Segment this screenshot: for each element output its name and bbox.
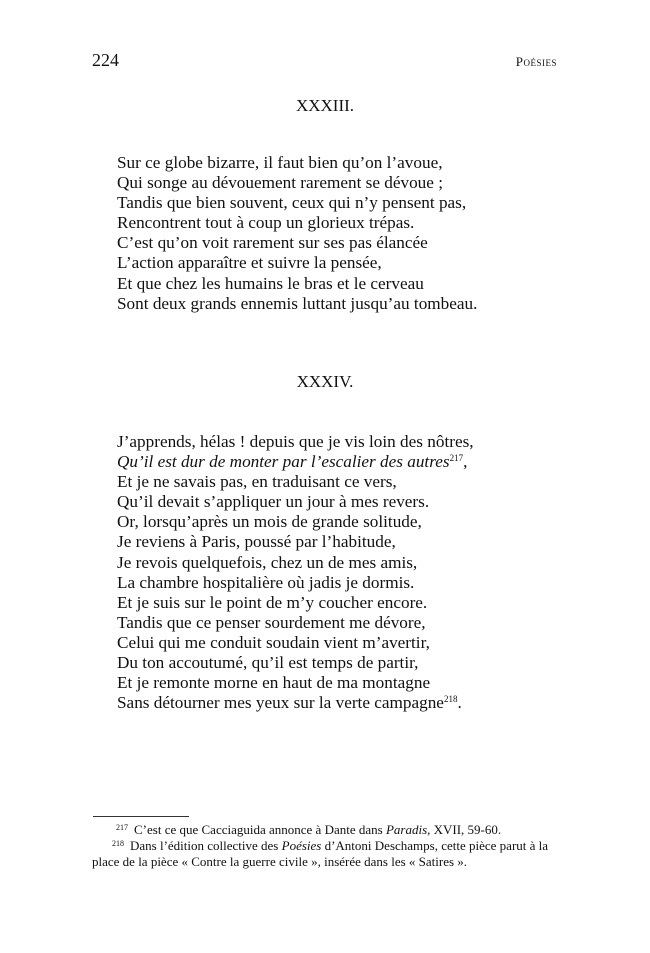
poem-line-text: Je reviens à Paris, poussé par l’habitude, bbox=[117, 532, 396, 552]
footnote bbox=[92, 822, 562, 838]
poem-line bbox=[117, 452, 474, 472]
poem-line-text: Et je remonte morne en haut de ma montagne bbox=[117, 673, 431, 693]
poem-line bbox=[117, 633, 474, 653]
footnote bbox=[92, 838, 562, 870]
poem-line bbox=[117, 532, 474, 552]
poem-line-text: La chambre hospitalière où jadis je dormis. bbox=[117, 572, 415, 592]
poem-stanza bbox=[117, 153, 477, 314]
poem-line bbox=[117, 173, 477, 193]
poem-line bbox=[117, 233, 477, 253]
poem-line bbox=[117, 492, 474, 512]
poem-line bbox=[117, 274, 477, 294]
running-head: Poésies bbox=[515, 54, 557, 69]
poem-stanza bbox=[117, 432, 474, 713]
footnote-text: d’Antoni Deschamps, cette pièce parut à la place de la pièce « Contre la guerre civile », insérée dans les « Satires ». bbox=[92, 838, 549, 870]
page-number: 224 bbox=[92, 50, 119, 70]
footnote-number: 217 bbox=[116, 823, 128, 832]
poem-line bbox=[117, 613, 474, 633]
poem-line-text: Qu’il devait s’appliquer un jour à mes revers. bbox=[117, 492, 430, 512]
footnote-text: C’est ce que Cacciaguida annonce à Dante dans bbox=[134, 822, 386, 837]
footnote-number: 218 bbox=[112, 839, 124, 849]
poem-line-text: Sans détourner mes yeux sur la verte campagne bbox=[117, 693, 444, 713]
poem-title: XXXIV. bbox=[296, 372, 354, 391]
footnote-marker: 218 bbox=[443, 694, 458, 705]
poem-title: XXXIII. bbox=[295, 96, 355, 115]
poem-line-text: Et je suis sur le point de m’y coucher encore. bbox=[117, 592, 428, 612]
poem-line bbox=[117, 673, 474, 693]
footnote-text: Paradis bbox=[385, 822, 428, 837]
poem-line bbox=[117, 213, 477, 233]
poem-line-text: Tandis que bien souvent, ceux qui n’y pensent pas, bbox=[117, 193, 467, 213]
poem-line-text: Tandis que ce penser sourdement me dévore, bbox=[117, 612, 426, 632]
poem-line-text: C’est qu’on voit rarement sur ses pas élancée bbox=[117, 233, 428, 253]
poem-line-text: J’apprends, hélas ! depuis que je vis loin des nôtres, bbox=[117, 432, 474, 451]
poem-line-text: Du ton accoutumé, qu’il est temps de partir, bbox=[117, 653, 419, 673]
poem-line bbox=[117, 253, 477, 273]
poem-line-text: Celui qui me conduit soudain vient m’avertir, bbox=[117, 632, 430, 652]
poem-line bbox=[117, 693, 474, 713]
poem-line bbox=[117, 512, 474, 532]
footnote-rule bbox=[93, 816, 189, 817]
footnote-text: Poésies bbox=[281, 838, 322, 854]
poem-line-text: Qui songe au dévouement rarement se dévoue ; bbox=[117, 173, 443, 193]
poem-line bbox=[117, 573, 474, 593]
poem-line bbox=[117, 593, 474, 613]
footnote-text: , XVII, 59-60. bbox=[427, 822, 502, 837]
poem-line bbox=[117, 153, 477, 173]
poem-line-text: Rencontrent tout à coup un glorieux trépas. bbox=[117, 213, 415, 233]
poem-line-text: Qu’il est dur de monter par l’escalier des autres bbox=[117, 452, 450, 472]
poem-line bbox=[117, 472, 474, 492]
poem-line-text: L’action apparaître et suivre la pensée, bbox=[117, 253, 382, 273]
poem-line bbox=[117, 432, 474, 452]
poem-line-text: Et que chez les humains le bras et le cerveau bbox=[117, 273, 424, 293]
poem-line-punctuation: , bbox=[463, 452, 468, 472]
poem-line-punctuation: . bbox=[457, 693, 462, 713]
poem-line-text: Sur ce globe bizarre, il faut bien qu’on l’avoue, bbox=[117, 153, 443, 172]
poem-line-text: Or, lorsqu’après un mois de grande solitude, bbox=[117, 512, 422, 532]
poem-line bbox=[117, 193, 477, 213]
footnotes bbox=[92, 822, 562, 871]
poem-line bbox=[117, 553, 474, 573]
footnote-text: Dans l’édition collective des bbox=[130, 838, 282, 854]
poem-line bbox=[117, 294, 477, 314]
poem-line-text: Sont deux grands ennemis luttant jusqu’au tombeau. bbox=[117, 293, 478, 313]
poem-line-text: Je revois quelquefois, chez un de mes amis, bbox=[117, 552, 418, 572]
footnote-marker: 217 bbox=[449, 453, 464, 464]
poem-line bbox=[117, 653, 474, 673]
poem-line-text: Et je ne savais pas, en traduisant ce vers, bbox=[117, 472, 397, 492]
